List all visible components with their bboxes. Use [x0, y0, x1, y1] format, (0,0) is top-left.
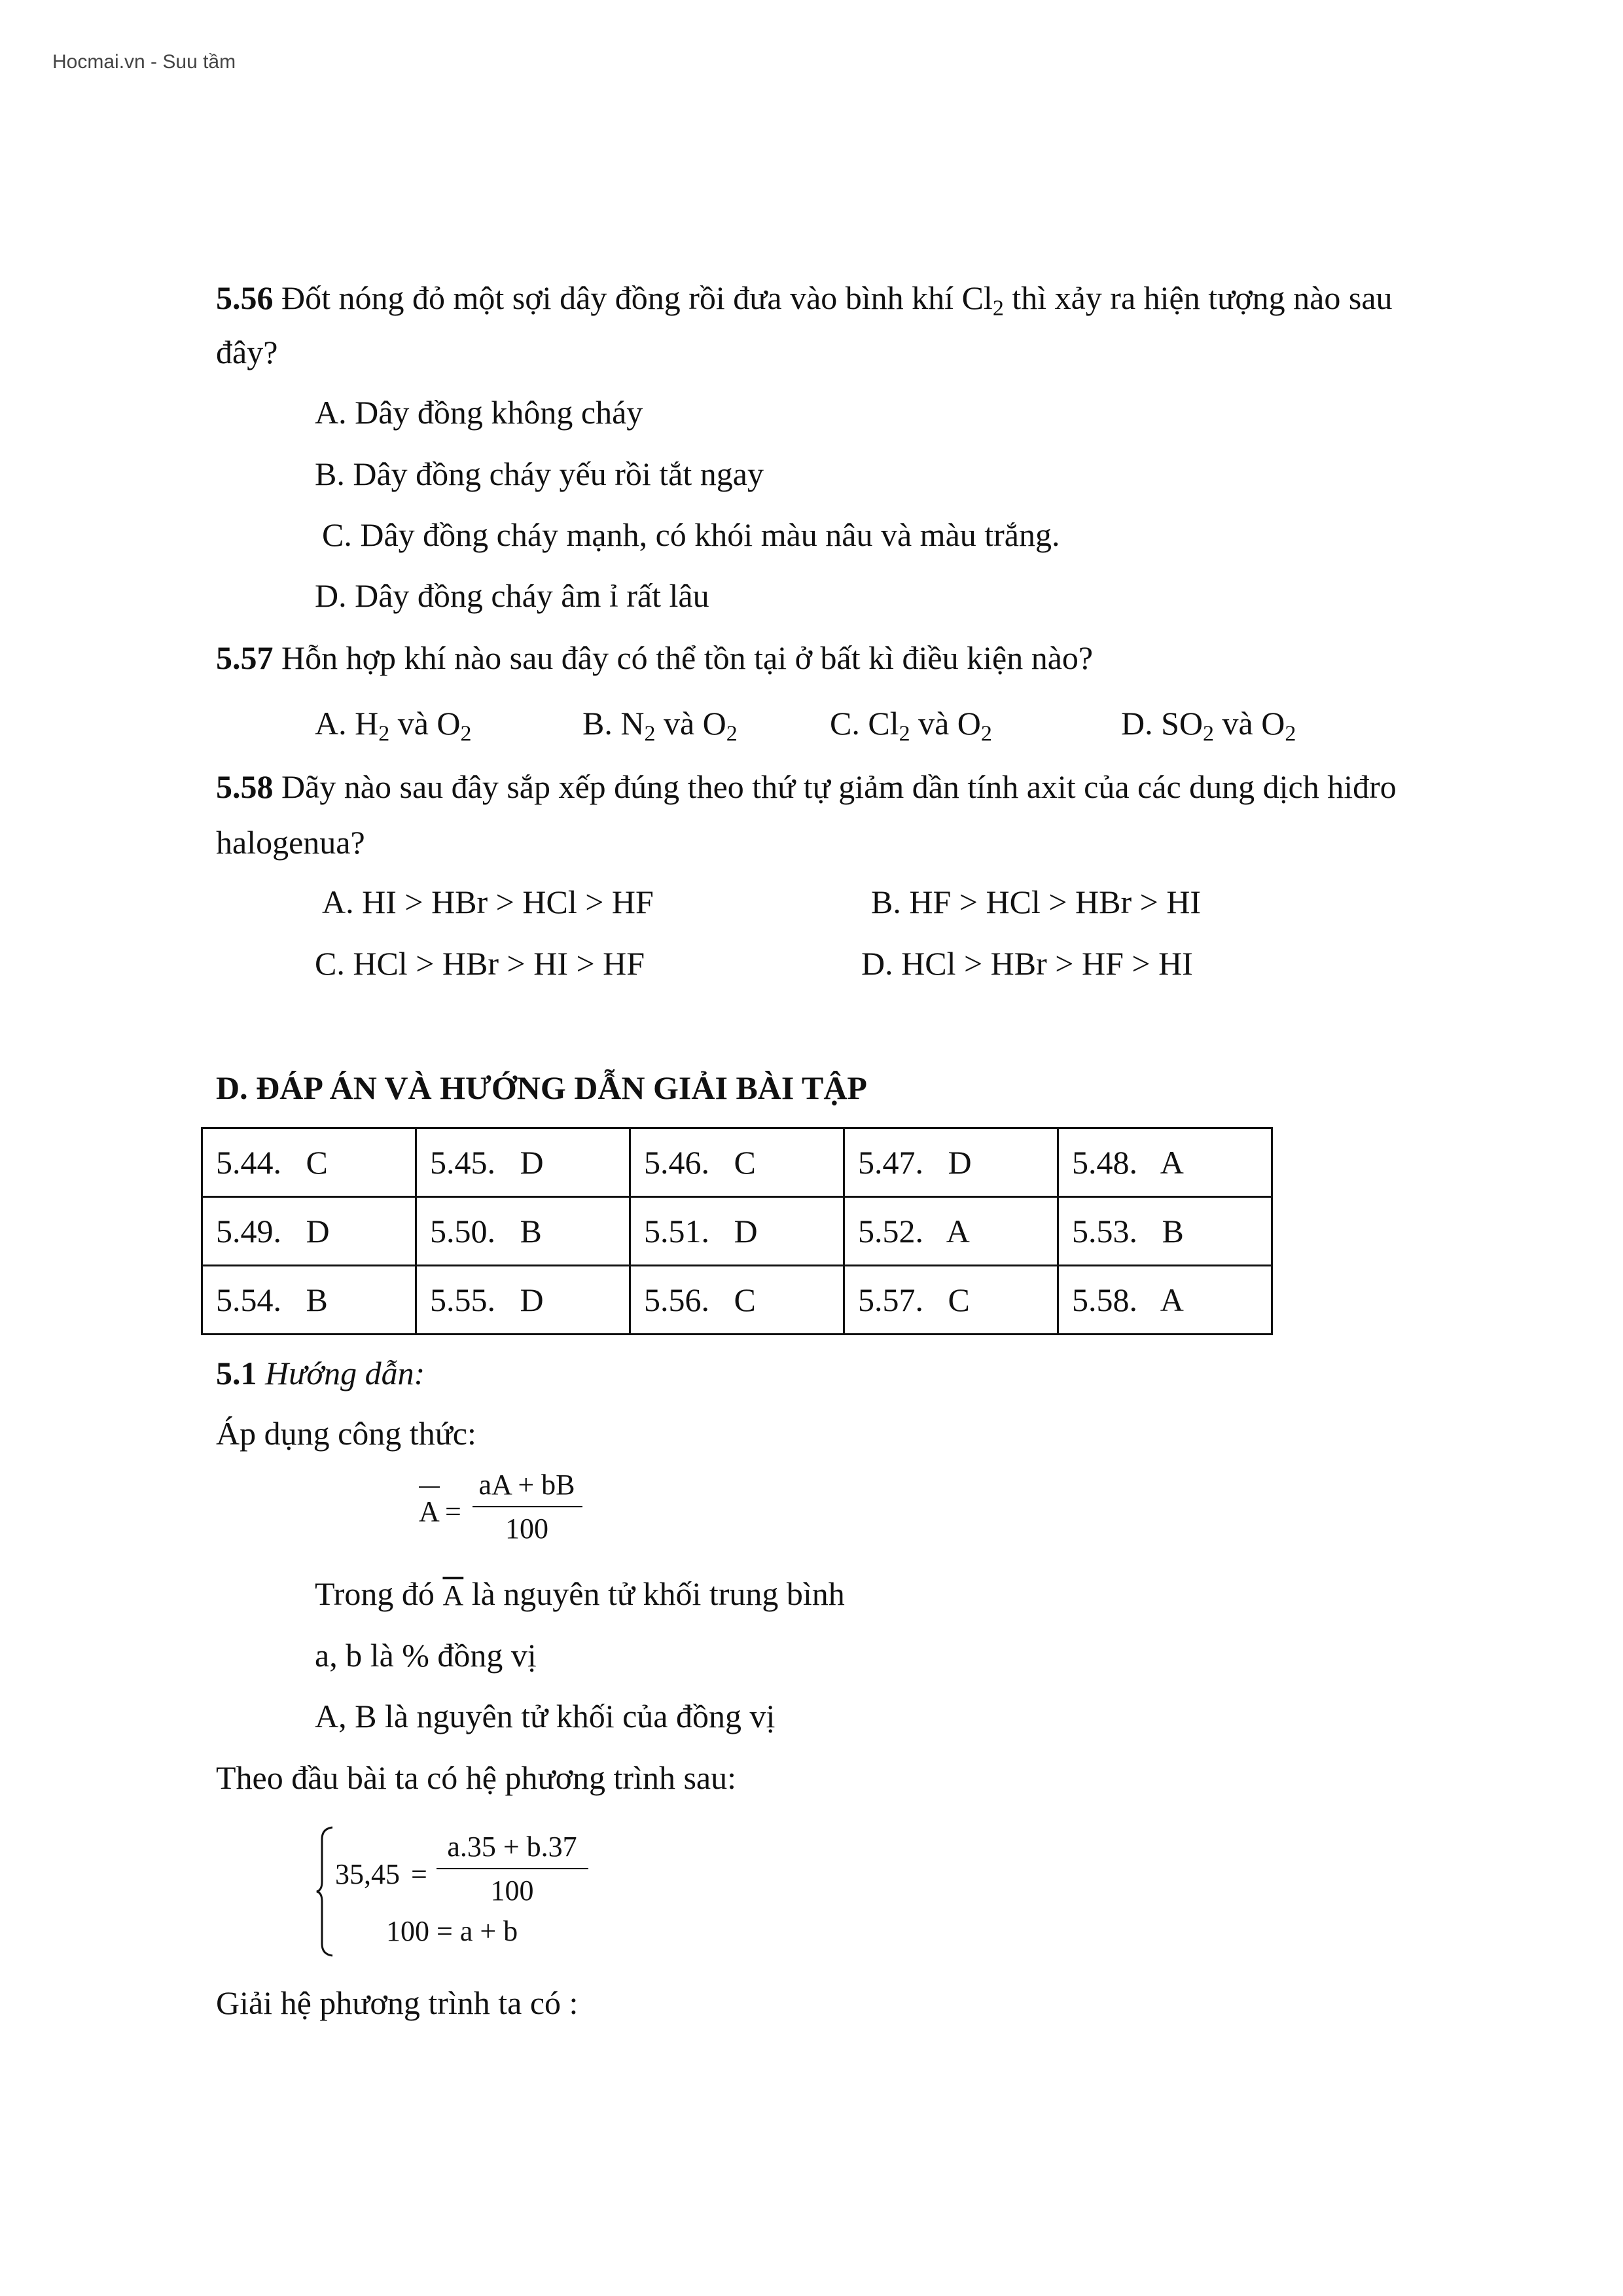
option-c: C. Dây đồng cháy mạnh, có khói màu nâu và màu trắng.	[322, 516, 1060, 553]
option-d: D. $SO_2$ và $O_2$	[1121, 705, 1296, 746]
eq1-numerator: a.35 + b.37	[447, 1831, 577, 1863]
question-number: 5.56	[216, 279, 274, 316]
answer-cell: 5.47. D	[844, 1128, 1058, 1197]
answer-cell: 5.45. D	[416, 1128, 630, 1197]
system-intro: Theo đầu bài ta có hệ phương trình sau:	[216, 1759, 736, 1796]
question-number: 5.58	[216, 768, 274, 805]
where-line: Trong đó $\overline{A}$ là nguyên tử khối trung bình	[315, 1575, 845, 1612]
eq2: 100 = a + b	[386, 1915, 518, 1947]
answer-cell: 5.55. D	[416, 1266, 630, 1335]
option-a: A. HI > HBr > HCl > HF	[322, 884, 654, 920]
formula-lhs: A	[419, 1496, 440, 1528]
answer-cell: 5.48. A	[1058, 1128, 1272, 1197]
fraction-bar	[437, 1868, 588, 1869]
option-b: B. Dây đồng cháy yếu rồi tắt ngay	[315, 456, 764, 492]
eq1-equals: =	[411, 1858, 427, 1890]
question-text-cont: thì xảy ra hiện tượng nào sau	[1003, 279, 1393, 316]
option-a: A. $H_2$ và $O_2$	[315, 705, 472, 746]
definition-AB: A, B là nguyên tử khối của đồng vị	[315, 1698, 776, 1734]
table-row	[202, 1197, 1272, 1266]
formula-denominator: 100	[505, 1513, 548, 1545]
question-5-58	[216, 767, 1397, 806]
definition-ab: a, b là % đồng vị	[315, 1637, 537, 1674]
average-symbol: $\overline{A}$	[442, 1579, 464, 1611]
table-row	[202, 1128, 1272, 1197]
guide-label: Hướng dẫn:	[257, 1355, 425, 1391]
answer-cell: 5.49. D	[202, 1197, 416, 1266]
question-text: Dãy nào sau đây sắp xếp đúng theo thứ tự giảm dần tính axit của các dung dịch hiđro	[273, 768, 1397, 805]
question-5-56	[216, 278, 1393, 321]
page-header: Hocmai.vn - Suu tầm	[52, 51, 236, 73]
option-b: B. $N_2$ và $O_2$	[582, 705, 738, 746]
option-d: D. HCl > HBr > HF > HI	[861, 945, 1193, 982]
answer-cell: 5.58. A	[1058, 1266, 1272, 1335]
guide-number: 5.1	[216, 1355, 257, 1391]
guide-heading	[216, 1354, 425, 1393]
option-a: A. Dây đồng không cháy	[315, 394, 643, 431]
question-text-line2: halogenua?	[216, 824, 365, 861]
option-c: C. $Cl_2$ và $O_2$	[830, 705, 992, 746]
option-b: B. HF > HCl > HBr > HI	[871, 884, 1202, 920]
question-text: Hỗn hợp khí nào sau đây có thể tồn tại ở bất kì điều kiện nào?	[273, 639, 1094, 676]
option-d: D. Dây đồng cháy âm ỉ rất lâu	[315, 577, 709, 614]
answer-cell: 5.46. C	[630, 1128, 844, 1197]
answer-cell: 5.51. D	[630, 1197, 844, 1266]
answer-cell: 5.56. C	[630, 1266, 844, 1335]
answer-cell: 5.44. C	[202, 1128, 416, 1197]
answer-table	[201, 1127, 1273, 1335]
answer-cell: 5.57. C	[844, 1266, 1058, 1335]
question-text-line2: đây?	[216, 334, 278, 370]
answer-cell: 5.54. B	[202, 1266, 416, 1335]
answer-cell: 5.53. B	[1058, 1197, 1272, 1266]
formula-equals: =	[445, 1496, 461, 1528]
left-brace	[315, 1826, 335, 1957]
apply-formula-text: Áp dụng công thức:	[216, 1415, 476, 1452]
overline	[419, 1486, 440, 1488]
fraction-bar	[473, 1506, 582, 1507]
question-5-57	[216, 638, 1093, 677]
answer-cell: 5.52. A	[844, 1197, 1058, 1266]
question-text: Đốt nóng đỏ một sợi dây đồng rồi đưa vào bình khí Cl	[273, 279, 993, 316]
question-number: 5.57	[216, 639, 274, 676]
subscript: 2	[992, 296, 1004, 321]
eq1-lhs: 35,45	[335, 1858, 400, 1890]
option-c: C. HCl > HBr > HI > HF	[315, 945, 645, 982]
formula-numerator: aA + bB	[478, 1469, 575, 1501]
eq1-denominator: 100	[490, 1874, 534, 1907]
answer-cell: 5.50. B	[416, 1197, 630, 1266]
table-row	[202, 1266, 1272, 1335]
section-title: D. ĐÁP ÁN VÀ HƯỚNG DẪN GIẢI BÀI TẬP	[216, 1069, 867, 1106]
solve-text: Giải hệ phương trình ta có :	[216, 1984, 579, 2021]
